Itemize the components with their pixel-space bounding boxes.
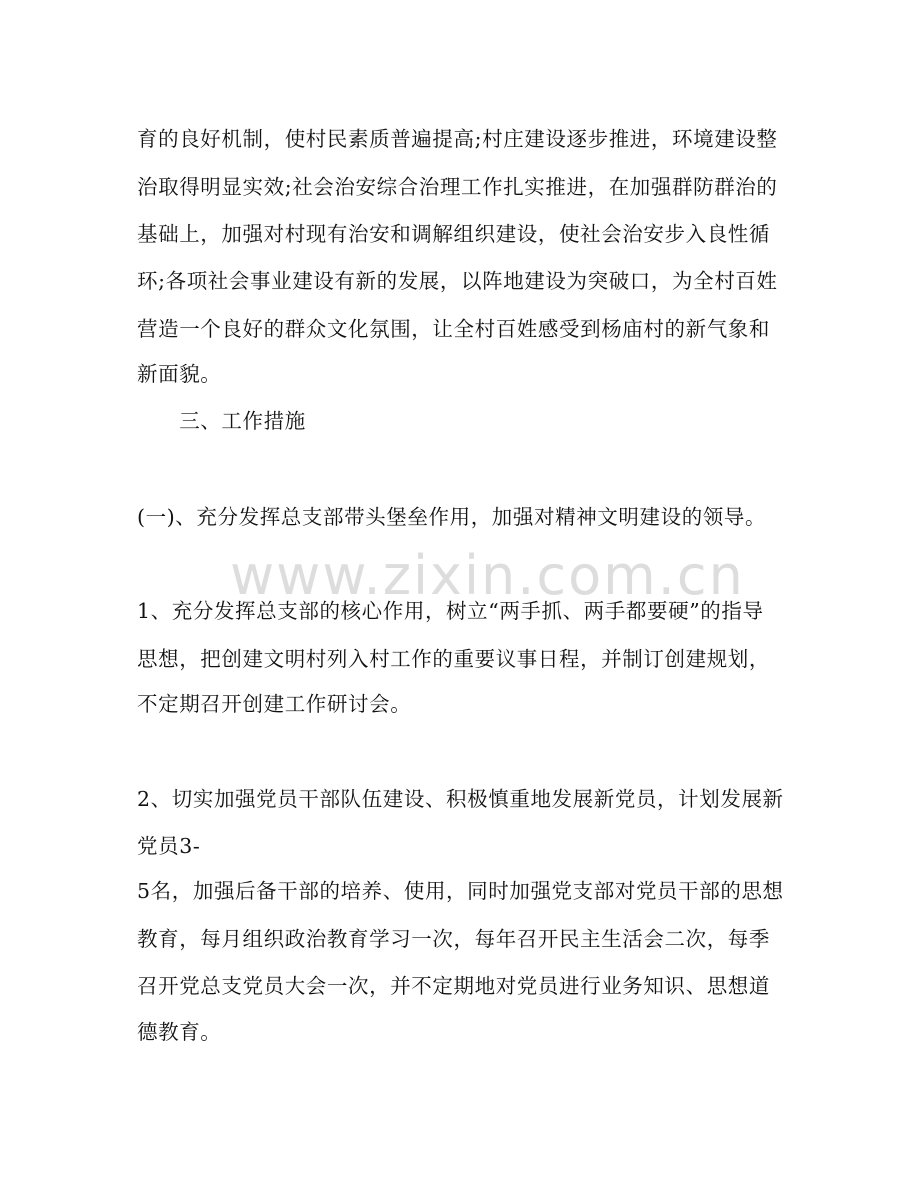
text-line-17: 德教育。 (137, 1020, 222, 1044)
text-line-15: 教育，每月组织政治教育学习一次，每年召开民主生活会二次，每季 (137, 927, 770, 951)
text-line-13: 党员3- (137, 834, 201, 858)
watermark: www.zixin.com.cn (230, 544, 745, 607)
text-line-2: 治取得明显实效;社会治安综合治理工作扎实推进，在加强群防群治的 (137, 175, 778, 199)
text-line-10: 思想，把创建文明村列入村工作的重要议事日程，并制订创建规划， (137, 647, 770, 671)
text-line-14: 5名，加强后备干部的培养、使用，同时加强党支部对党员干部的思想 (137, 879, 784, 903)
text-line-16: 召开党总支党员大会一次，并不定期地对党员进行业务知识、思想道 (137, 974, 770, 998)
text-line-5: 营造一个良好的群众文化氛围，让全村百姓感受到杨庙村的新气象和 (137, 317, 770, 341)
section-heading: 三、工作措施 (137, 409, 306, 433)
subsection-heading: (一)、充分发挥总支部带头堡垒作用，加强对精神文明建设的领导。 (137, 505, 767, 529)
text-line-4: 环;各项社会事业建设有新的发展，以阵地建设为突破口，为全村百姓 (137, 269, 778, 293)
text-line-12: 2、切实加强党员干部队伍建设、积极慎重地发展新党员，计划发展新 (137, 787, 784, 811)
text-line-3: 基础上，加强对村现有治安和调解组织建设，使社会治安步入良性循 (137, 222, 770, 246)
text-line-11: 不定期召开创建工作研讨会。 (137, 692, 412, 716)
text-line-9: 1、充分发挥总支部的核心作用，树立“两手抓、两手都要硬”的指导 (137, 599, 764, 623)
text-line-1: 育的良好机制，使村民素质普遍提高;村庄建设逐步推进，环境建设整 (137, 127, 778, 151)
text-line-6: 新面貌。 (137, 362, 222, 386)
